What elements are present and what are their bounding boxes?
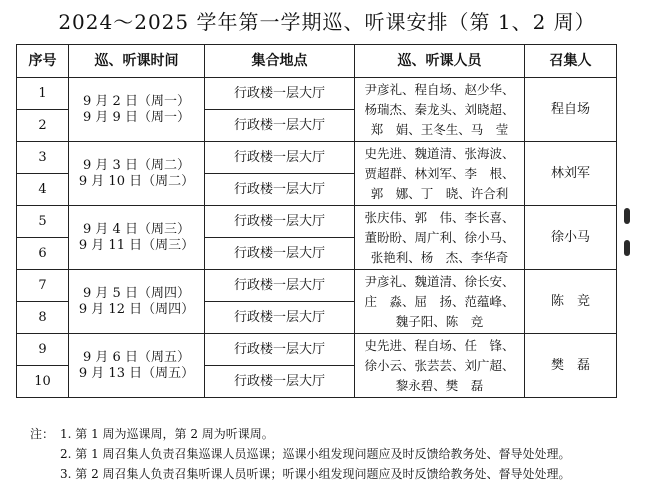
row-number: 9 [17,334,69,366]
table-row [17,270,617,302]
note-text: 3. 第 2 周召集人负责召集听课人员听课；听课小组发现问题应及时反馈给教务处、督导处处理。 [60,467,571,481]
time-line: 9 月 2 日（周一） [83,93,190,109]
convener-cell: 樊 磊 [525,334,617,398]
schedule-table [16,44,617,398]
members-cell [355,334,525,398]
members-cell [355,206,525,270]
member-line: 庄 淼、屈 扬、范蕴峰、 [364,293,515,309]
note-line [30,424,650,444]
member-line: 杨瑞杰、秦龙头、刘晓超、 [364,101,515,117]
member-line: 尹彦礼、程自场、赵少华、 [364,81,515,97]
note-text: 2. 第 1 周召集人负责召集巡课人员巡课；巡课小组发现问题应及时反馈给教务处、督导处处理。 [60,447,571,461]
time-line: 9 月 10 日（周二） [78,173,195,189]
member-line: 张庆伟、郭 伟、李长喜、 [364,209,515,225]
member-line: 魏子阳、陈 竞 [395,313,484,329]
place-cell: 行政楼一层大厅 [205,206,355,238]
time-line: 9 月 13 日（周五） [78,365,195,381]
place-cell: 行政楼一层大厅 [205,142,355,174]
time-line: 9 月 5 日（周四） [83,285,190,301]
time-cell [69,142,205,206]
note-label: 注： [30,427,55,441]
row-number: 8 [17,302,69,334]
header-place: 集合地点 [205,45,355,78]
table-row [17,206,617,238]
convener-cell: 徐小马 [525,206,617,270]
place-cell: 行政楼一层大厅 [205,270,355,302]
time-cell [69,270,205,334]
place-cell: 行政楼一层大厅 [205,238,355,270]
member-line: 贾超群、林刘军、李 根、 [364,165,515,181]
time-cell [69,206,205,270]
note-line [30,464,650,484]
time-line: 9 月 12 日（周四） [78,301,195,317]
member-line: 徐小云、张芸芸、刘广超、 [364,357,515,373]
row-number: 5 [17,206,69,238]
convener-cell: 程自场 [525,78,617,142]
member-line: 黎永碧、樊 磊 [395,377,484,393]
members-cell [355,142,525,206]
row-number: 10 [17,366,69,398]
row-number: 7 [17,270,69,302]
place-cell: 行政楼一层大厅 [205,334,355,366]
place-cell: 行政楼一层大厅 [205,302,355,334]
header-members: 巡、听课人员 [355,45,525,78]
notes [30,424,650,484]
place-cell: 行政楼一层大厅 [205,366,355,398]
table-row [17,142,617,174]
time-line: 9 月 9 日（周一） [83,109,190,125]
place-cell: 行政楼一层大厅 [205,78,355,110]
member-line: 史先进、程自场、任 锋、 [364,337,515,353]
row-number: 1 [17,78,69,110]
table-row [17,78,617,110]
table-row [17,334,617,366]
members-cell [355,270,525,334]
member-line: 尹彦礼、魏道清、徐长安、 [364,273,515,289]
header-time: 巡、听课时间 [69,45,205,78]
table-header-row [17,45,617,78]
page-title: 2024～2025 学年第一学期巡、听课安排（第 1、2 周） [58,10,596,34]
place-cell: 行政楼一层大厅 [205,110,355,142]
time-cell [69,334,205,398]
header-number: 序号 [17,45,69,78]
convener-cell: 陈 竞 [525,270,617,334]
member-line: 郭 娜、丁 晓、许合利 [370,185,509,201]
margin-mark [624,208,630,224]
time-line: 9 月 4 日（周三） [83,221,190,237]
row-number: 6 [17,238,69,270]
time-line: 9 月 3 日（周二） [83,157,190,173]
note-line [30,444,650,464]
row-number: 4 [17,174,69,206]
row-number: 3 [17,142,69,174]
convener-cell: 林刘军 [525,142,617,206]
member-line: 史先进、魏道清、张海波、 [364,145,515,161]
header-convener: 召集人 [525,45,617,78]
row-number: 2 [17,110,69,142]
member-line: 郑 娟、王冬生、马 莹 [370,121,509,137]
margin-mark [624,240,630,256]
members-cell [355,78,525,142]
time-cell [69,78,205,142]
time-line: 9 月 6 日（周五） [83,349,190,365]
time-line: 9 月 11 日（周三） [78,237,195,253]
member-line: 张艳利、杨 杰、李华奇 [370,249,509,265]
note-text: 1. 第 1 周为巡课周，第 2 周为听课周。 [60,427,274,441]
member-line: 董盼盼、周广利、徐小马、 [364,229,515,245]
place-cell: 行政楼一层大厅 [205,174,355,206]
